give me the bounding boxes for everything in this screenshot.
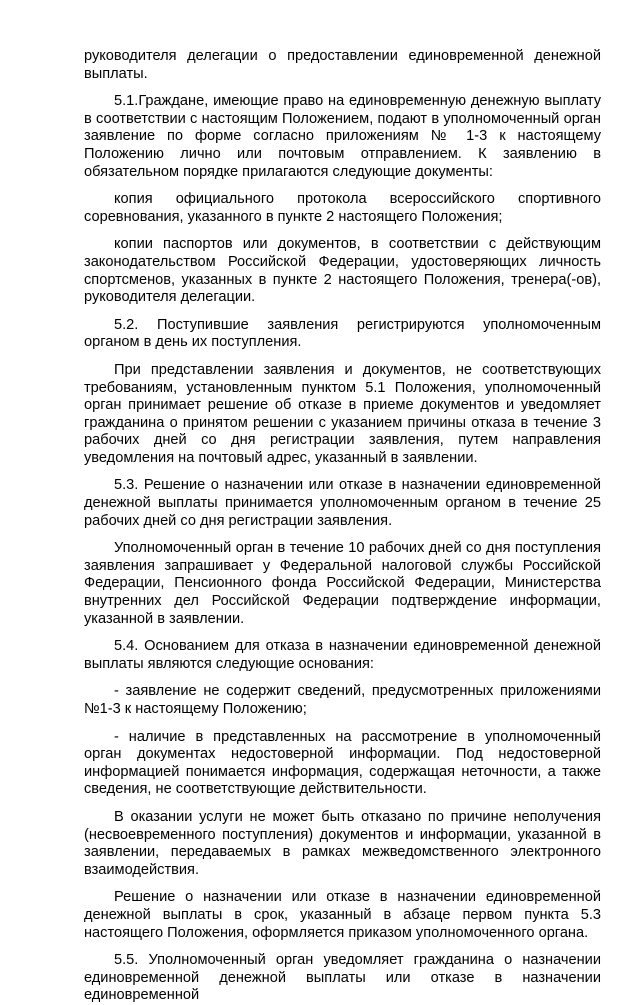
paragraph-5-1: 5.1.Граждане, имеющие право на единовременную денежную выплату в соответствии с настоящим Положением, подают в уполномоченный орган заявление по форме согласно приложениям № 1-3 к настоящему Положению лично или почтовым отправлением. К заявлению в обязательном порядке прилагаются следующие документы: [84, 93, 601, 180]
paragraph-refusal-acceptance: При представлении заявления и документов, не соответствующих требованиям, установленным пунктом 5.1 Положения, уполномоченный орган принимает решение об отказе в приеме документов и уведомляет гражданина о принятом решении с указанием причины отказа в течение 3 рабочих дней со дня регистрации заявления, путем направления уведомления на почтовый адрес, указанный в заявлении. [84, 361, 601, 466]
paragraph-decision-order: Решение о назначении или отказе в назначении единовременной денежной выплаты в срок, указанный в абзаце первом пункта 5.3 настоящего Положения, оформляется приказом уполномоченного органа. [84, 889, 601, 941]
paragraph-continuation: руководителя делегации о предоставлении единовременной денежной выплаты. [84, 48, 601, 82]
paragraph-ground-missing-info: - заявление не содержит сведений, предусмотренных приложениями №1-3 к настоящему Положению; [84, 683, 601, 717]
paragraph-5-5: 5.5. Уполномоченный орган уведомляет гражданина о назначении единовременной денежной выплаты или отказе в назначении единовременной [84, 952, 601, 1004]
paragraph-5-2: 5.2. Поступившие заявления регистрируются уполномоченным органом в день их поступления. [84, 316, 601, 351]
paragraph-passport-copies: копии паспортов или документов, в соответствии с действующим законодательством Российской Федерации, удостоверяющих личность спортсменов, указанных в пункте 2 настоящего Положения, тренера(-ов), руководителя делегации. [84, 236, 601, 306]
paragraph-no-refusal-clause: В оказании услуги не может быть отказано по причине неполучения (несвоевременного поступления) документов и информации, указанной в заявлении, передаваемых в рамках межведомственного электронного взаимодействия. [84, 808, 601, 878]
paragraph-5-3: 5.3. Решение о назначении или отказе в назначении единовременной денежной выплаты принимается уполномоченным органом в течение 25 рабочих дней со дня регистрации заявления. [84, 477, 601, 529]
paragraph-protocol-copy: копия официального протокола всероссийского спортивного соревнования, указанного в пункте 2 настоящего Положения; [84, 191, 601, 225]
paragraph-5-4: 5.4. Основанием для отказа в назначении единовременной денежной выплаты являются следующие основания: [84, 638, 601, 672]
document-page [84, 48, 601, 1005]
paragraph-interagency-request: Уполномоченный орган в течение 10 рабочих дней со дня поступления заявления запрашивает у Федеральной налоговой службы Российской Федерации, Пенсионного фонда Российской Федерации, Министерства внутренних дел Российской Федерации подтверждение информации, указанной в заявлении. [84, 540, 601, 627]
paragraph-ground-false-info: - наличие в представленных на рассмотрение в уполномоченный орган документах недостоверной информации. Под недостоверной информацией понимается информация, содержащая неточности, а также сведения, не соответствующие действительности. [84, 728, 601, 798]
